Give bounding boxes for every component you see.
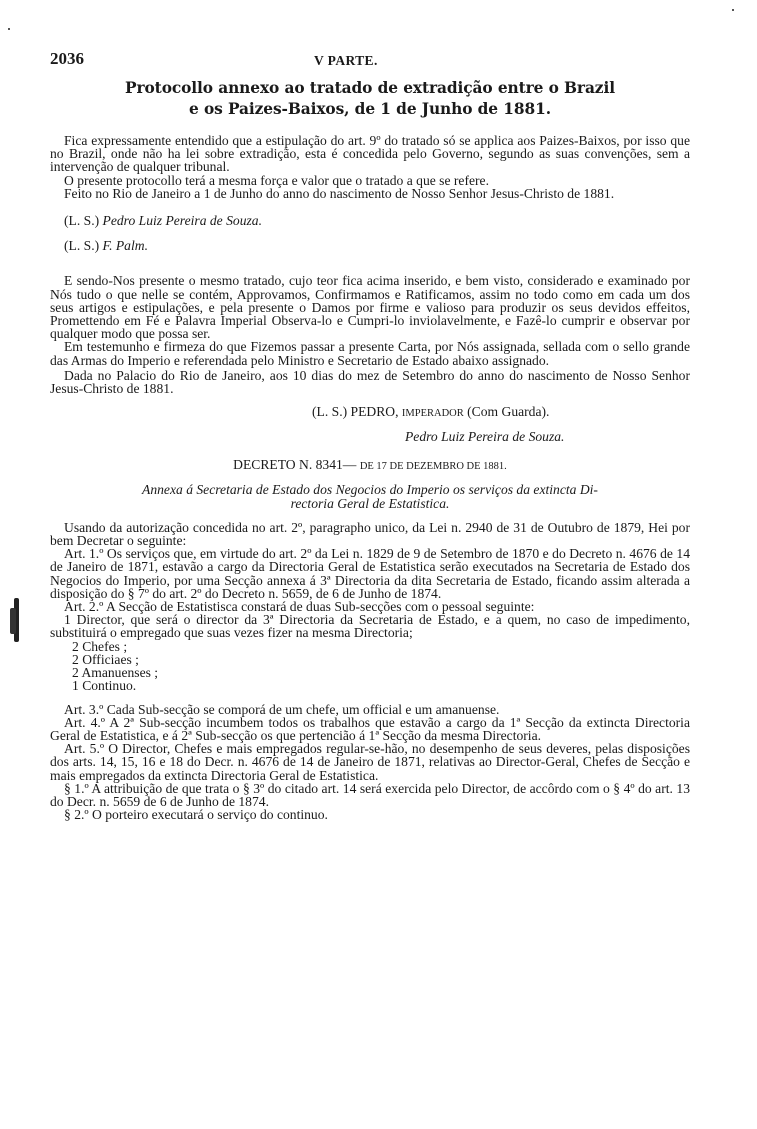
scan-speck xyxy=(8,28,10,30)
decree-article-5: Art. 5.º O Director, Chefes e mais empregados regular-se-hão, no desempenho de seus deveres, pelas disposições dos arts. 14, 15, 16 e 18 do Decr. n. 4676 de 14 de Janeiro de 1871, relativas ao Director-Geral, Chefes de Secção e mais empregados da extincta Directoria Geral de Estatistica. xyxy=(50,741,690,783)
staff-item: 2 Officiaes ; xyxy=(72,651,139,667)
staff-list xyxy=(50,640,690,693)
protocol-title xyxy=(50,78,690,120)
protocol-paragraph: O presente protocollo terá a mesma força e valor que o tratado a que se refere. xyxy=(64,172,489,188)
decree-article-4: Art. 4.º A 2ª Sub-secção incumbem todos os trabalhos que estavão a cargo da 1ª Secção da extincta Directoria Geral de Estatistica, e á 2ª Sub-secção os que pertencião á 1ª Secção da mesma Directoria. xyxy=(50,714,690,743)
signature-line xyxy=(64,239,690,252)
signer-name: Pedro Luiz Pereira de Souza. xyxy=(102,213,262,229)
protocol-paragraph: Fica expressamente entendido que a estipulação do art. 9º do tratado só se applica aos Paizes-Baixos, por isso que no Brazil, onde não ha lei sobre extradição, esta é concedida pelo Governo, segundo as suas convenções, sem a intervenção de qualquer tribunal. xyxy=(50,133,690,175)
decree-date: DE 17 DE DEZEMBRO DE 1881. xyxy=(359,460,507,472)
decree-preamble: Usando da autorização concedida no art. 2º, paragrapho unico, da Lei n. 2940 de 31 de Outubro de 1879, Hei por bem Decretar o seguinte: xyxy=(50,519,690,549)
summary-line: Annexa á Secretaria de Estado dos Negocios do Imperio os serviços da extincta Di- xyxy=(142,481,598,497)
signer-name: F. Palm. xyxy=(102,238,148,254)
countersignature: Pedro Luiz Pereira de Souza. xyxy=(405,429,565,445)
imperial-seal-name: (L. S.) PEDRO, xyxy=(312,404,399,420)
scan-speck xyxy=(732,9,734,11)
ratification-paragraph: Em testemunho e firmeza do que Fizemos passar a presente Carta, por Nós assignada, sellada com o sello grande das Armas do Imperio e referendada pelo Ministro e Secretario de Estado abaixo assignado. xyxy=(50,339,690,368)
decree-paragraph-1: § 1.º A attribuição de que trata o § 3º do citado art. 14 será exercida pelo Director, de accôrdo com o § 4º do art. 13 do Decr. n. 5659 de 6 de Junho de 1874. xyxy=(50,780,690,809)
seal-mark: (L. S.) xyxy=(64,238,100,254)
decree-article-3: Art. 3.º Cada Sub-secção se comporá de um chefe, um official e um amanuense. xyxy=(64,701,500,717)
running-head: V PARTE. xyxy=(314,53,378,68)
decree-article-1: Art. 1.º Os serviços que, em virtude do art. 2º da Lei n. 1829 de 9 de Setembro de 1870 e do Decreto n. 4676 de 14 de Janeiro de 1871, estavão a cargo da Directoria Geral de Estatistica serão executados na Secretaria de Estado dos Negocios do Imperio, por uma Secção annexa á 3ª Directoria da dita Secretaria de Estado, ficando assim alterada a disposição do § 7º do art. 2º do Decreto n. 5659, de 6 de Junho de 1874. xyxy=(50,546,690,601)
seal-mark: (L. S.) xyxy=(64,213,100,229)
imperial-title: IMPERADOR xyxy=(401,408,464,420)
page-number: 2036 xyxy=(50,49,84,68)
summary-line: rectoria Geral de Estatistica. xyxy=(290,495,450,511)
decree-heading xyxy=(50,458,690,473)
imperial-signature-note: (Com Guarda). xyxy=(467,404,550,420)
decree-paragraph-2: § 2.º O porteiro executará o serviço do continuo. xyxy=(64,807,328,823)
signature-line xyxy=(64,214,690,227)
title-line-1: Protocollo annexo ao tratado de extradição entre o Brazil xyxy=(125,79,615,97)
imperial-signature xyxy=(312,405,690,420)
staff-item: 2 Amanuenses ; xyxy=(72,665,159,681)
margin-ink-mark xyxy=(14,598,19,642)
staff-item: 2 Chefes ; xyxy=(72,638,128,654)
decree-summary xyxy=(50,483,690,511)
decree-article-2-detail: 1 Director, que será o director da 3ª Directoria da Secretaria de Estado, e a quem, no caso de impedimento, substituirá o empregado que suas vezes fizer na mesma Directoria; xyxy=(50,612,690,641)
decree-number: DECRETO N. 8341— xyxy=(233,456,357,472)
decree-article-2: Art. 2.º A Secção de Estatistisca constará de duas Sub-secções com o pessoal seguinte: xyxy=(64,599,535,615)
ratification-paragraph: Dada no Palacio do Rio de Janeiro, aos 10 dias do mez de Setembro do anno do nascimento de Nosso Senhor Jesus-Christo de 1881. xyxy=(50,367,690,397)
ratification-paragraph: E sendo-Nos presente o mesmo tratado, cujo teor fica acima inserido, e bem visto, considerado e examinado por Nós tudo o que nelle se contém, Approvamos, Confirmamos e Ratificamos, assim no todo como em cada um dos seus artigos e estipulações, e pela presente o Damos por firme e valioso para produzir os seus devidos effeitos, Promettendo em Fé e Palavra Imperial Observa-lo e Cumpri-lo inviolavelmente, e Fazê-lo cumprir e observar por qualquer modo que possa ser. xyxy=(50,273,690,342)
staff-item: 1 Continuo. xyxy=(72,678,137,694)
protocol-paragraph: Feito no Rio de Janeiro a 1 de Junho do anno do nascimento de Nosso Senhor Jesus-Christo de 1881. xyxy=(64,185,615,201)
page-header xyxy=(50,49,690,78)
title-line-2: e os Paizes-Baixos, de 1 de Junho de 1881. xyxy=(189,100,551,118)
document-page xyxy=(50,49,690,823)
